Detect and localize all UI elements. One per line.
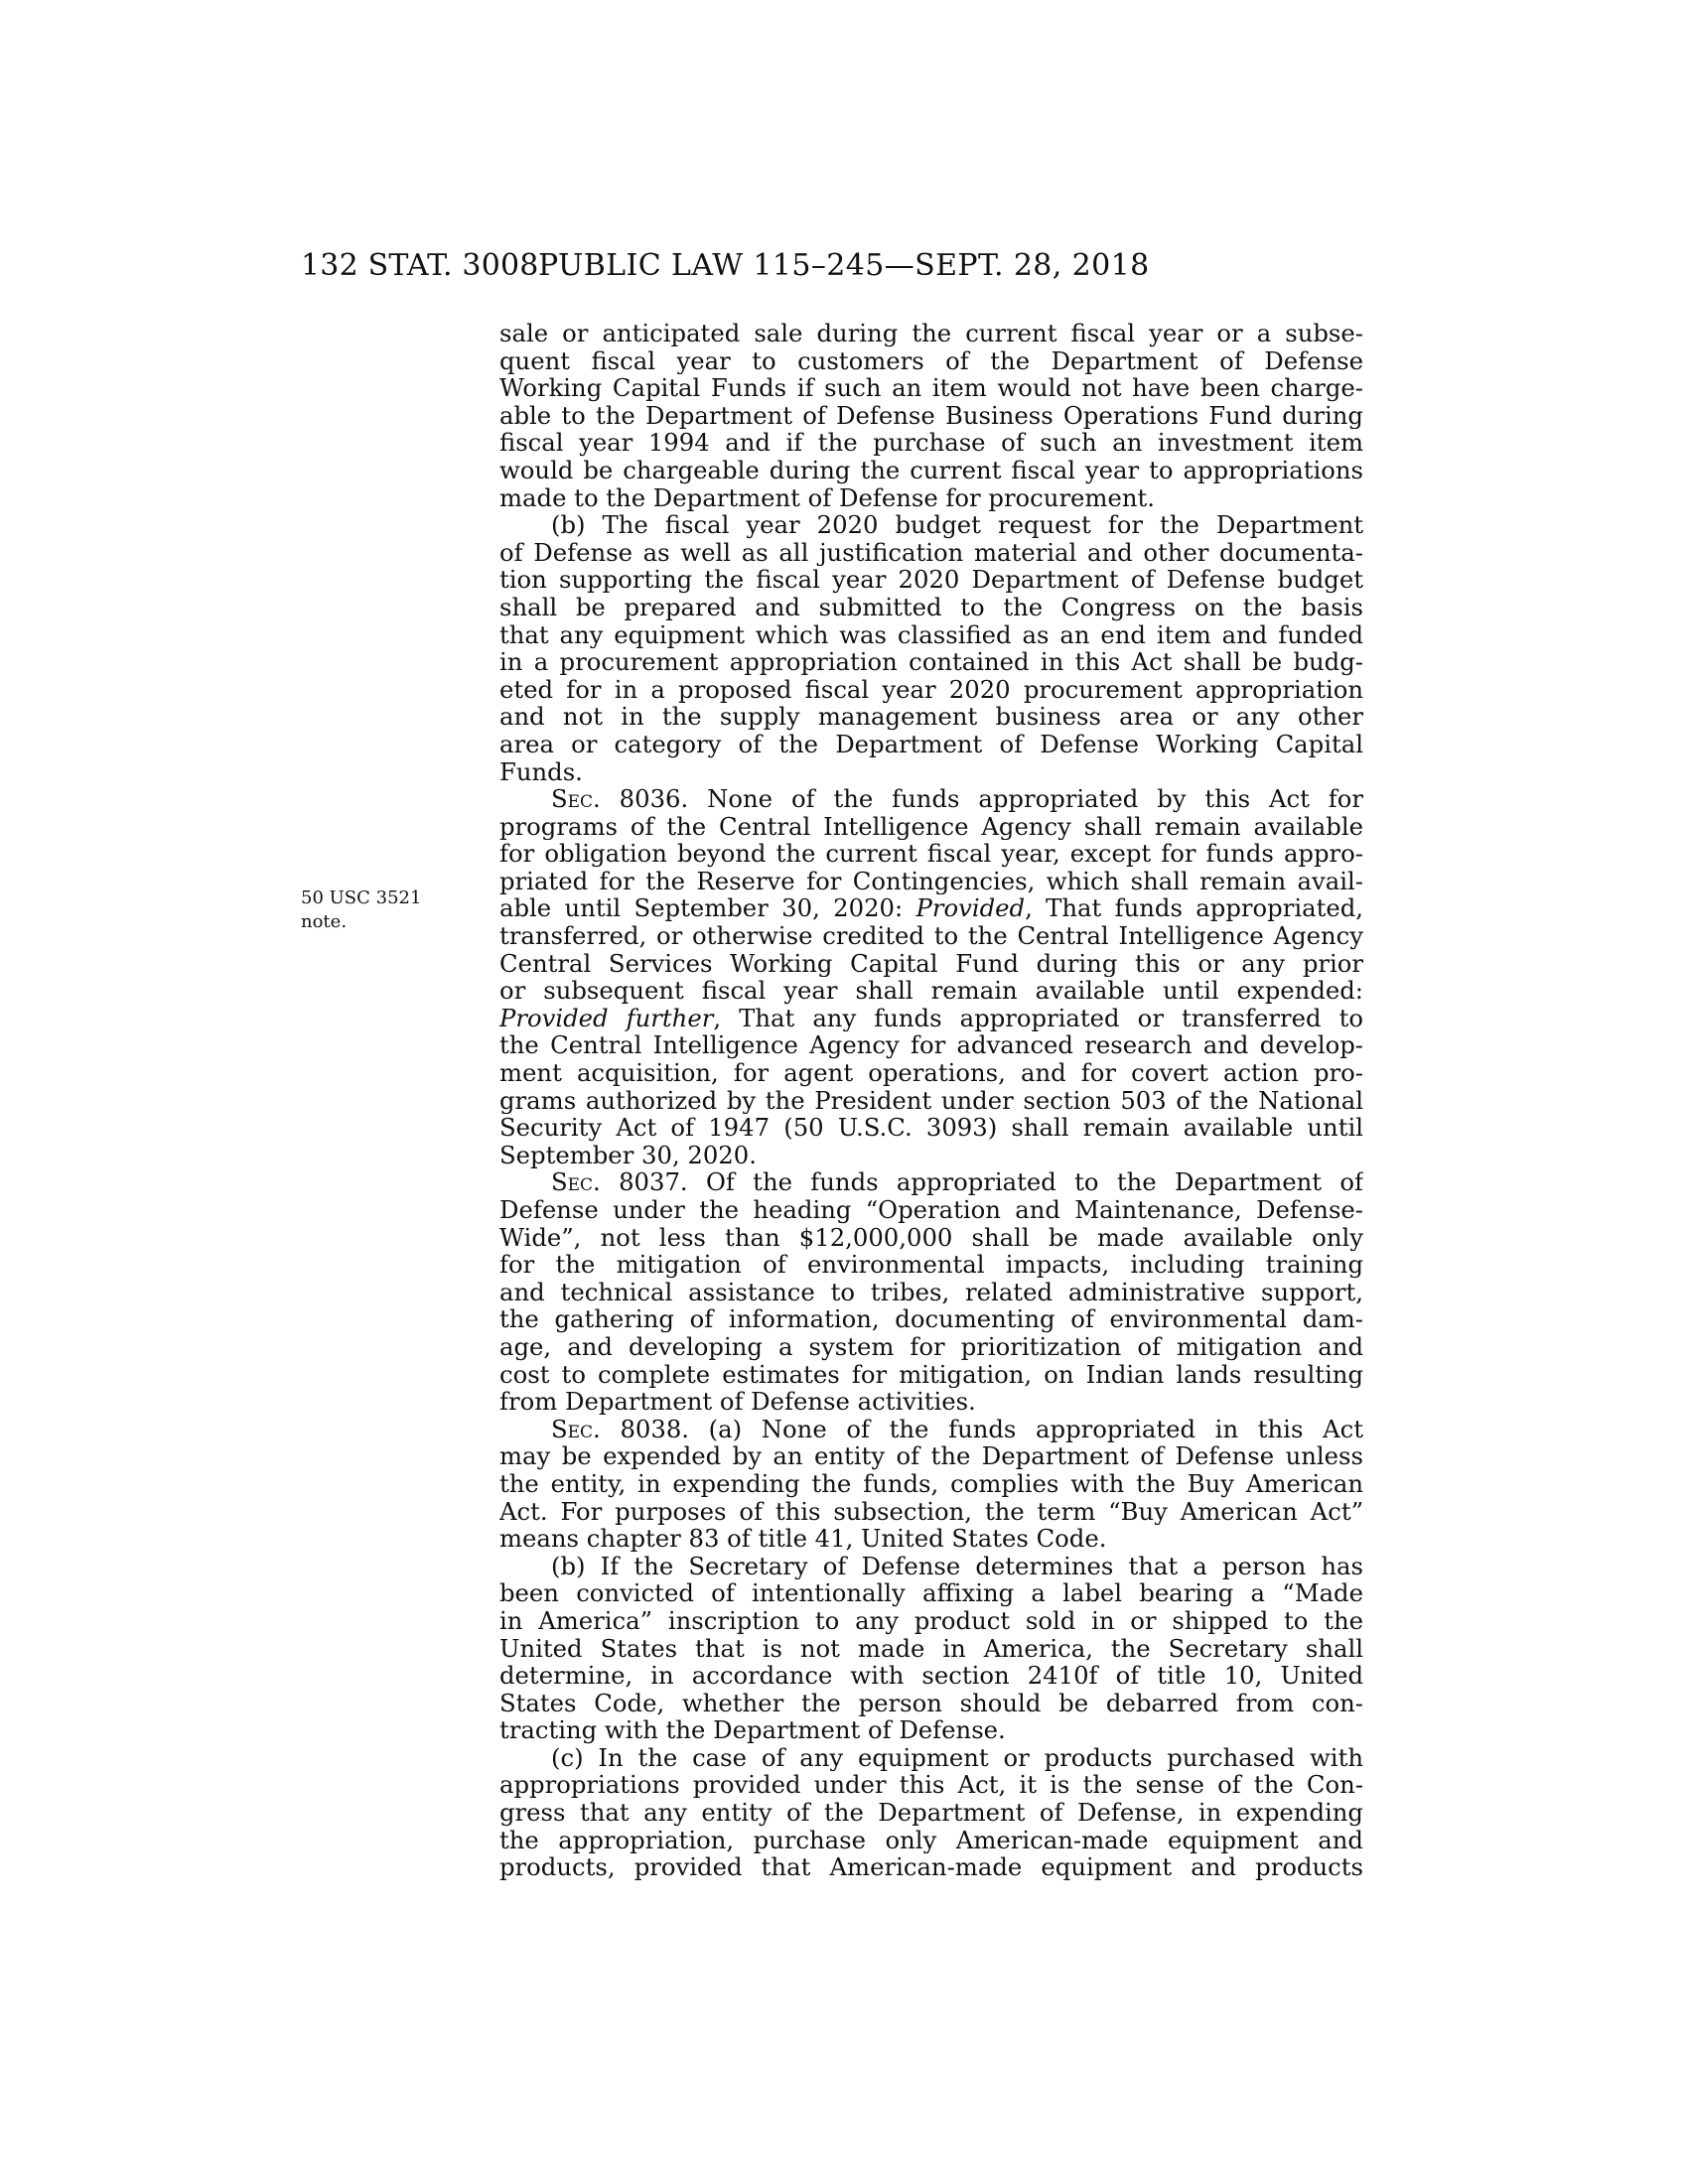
public-law-title: PUBLIC LAW 115–245—SEPT. 28, 2018 [538, 248, 1150, 283]
text-line: the gathering of information, documenting of environmental dam- [499, 1305, 1363, 1333]
text-line: products, provided that American-made equipment and products [499, 1853, 1363, 1881]
text-line: cost to complete estimates for mitigation, on Indian lands resulting [499, 1360, 1363, 1389]
body-text [499, 320, 1363, 1881]
text-line: Security Act of 1947 (50 U.S.C. 3093) shall remain available until [499, 1114, 1363, 1142]
section-number: Sec. 8036. [551, 785, 689, 813]
text-line: States Code, whether the person should be debarred from con- [499, 1689, 1363, 1717]
text-line: that any equipment which was classified as an end item and funded [499, 620, 1363, 649]
section-number: Sec. 8038. [551, 1415, 690, 1443]
text-line: programs of the Central Intelligence Agency shall remain available [499, 812, 1363, 841]
text-line: (b) If the Secretary of Defense determines that a person has [551, 1552, 1363, 1580]
text-line: Wide”, not less than $12,000,000 shall be made available only [499, 1223, 1363, 1252]
text-line: Defense under the heading “Operation and Maintenance, Defense- [499, 1196, 1363, 1224]
section-8038-first-line [499, 1416, 1363, 1443]
text-line: may be expended by an entity of the Department of Defense unless [499, 1442, 1363, 1470]
proviso-italic: Provided further [499, 1004, 714, 1032]
proviso-italic: Provided [915, 894, 1026, 923]
margin-note-label: note. [301, 911, 348, 932]
text-line: been convicted of intentionally affixing a label bearing a “Made [499, 1579, 1363, 1607]
running-header [0, 248, 1688, 288]
text-line: quent fiscal year to customers of the Department of Defense [499, 346, 1363, 375]
section-number: Sec. 8037. [551, 1168, 688, 1196]
text-line: shall be prepared and submitted to the Congress on the basis [499, 593, 1363, 621]
text-run: None of the funds appropriated by this Act for [688, 785, 1363, 813]
text-run: (a) None of the funds appropriated in this Act [689, 1415, 1363, 1443]
text-line: fiscal year 1994 and if the purchase of such an investment item [499, 429, 1363, 457]
text-line: would be chargeable during the current fiscal year to appropriations [499, 456, 1363, 484]
margin-note [301, 887, 460, 934]
text-line: for obligation beyond the current fiscal year, except for funds appro- [499, 840, 1363, 868]
text-line: able to the Department of Defense Business Operations Fund during [499, 401, 1363, 430]
text-line: transferred, or otherwise credited to the Central Intelligence Agency [499, 922, 1363, 950]
text-line: area or category of the Department of Defense Working Capital [499, 730, 1363, 758]
text-line: grams authorized by the President under section 503 of the National [499, 1086, 1363, 1115]
text-line: in a procurement appropriation contained in this Act shall be budg- [499, 648, 1363, 676]
text-run: Of the funds appropriated to the Department of [687, 1168, 1363, 1196]
text-line: the entity, in expending the funds, complies with the Buy American [499, 1469, 1363, 1498]
section-8037-first-line [499, 1168, 1363, 1196]
text-line: gress that any entity of the Department of Defense, in expending [499, 1799, 1363, 1827]
text-run: , That funds appropriated, [1025, 894, 1363, 923]
text-line: (b) The fiscal year 2020 budget request for the Department [551, 511, 1363, 539]
text-line: in America” inscription to any product sold in or shipped to the [499, 1606, 1363, 1635]
text-line: from Department of Defense activities. [499, 1388, 976, 1416]
text-run: , That any funds appropriated or transferred to [713, 1004, 1363, 1032]
text-line: September 30, 2020. [499, 1141, 757, 1169]
text-line: for the mitigation of environmental impacts, including training [499, 1251, 1363, 1279]
text-line: tion supporting the fiscal year 2020 Department of Defense budget [499, 566, 1363, 594]
text-line: or subsequent fiscal year shall remain available until expended: [499, 977, 1363, 1005]
text-line: eted for in a proposed fiscal year 2020 procurement appropriation [499, 675, 1363, 704]
text-line: ment acquisition, for agent operations, and for covert action pro- [499, 1059, 1363, 1087]
text-line: (c) In the case of any equipment or products purchased with [551, 1743, 1363, 1772]
text-line: Central Services Working Capital Fund during this or any prior [499, 949, 1363, 978]
section-8036-first-line [499, 785, 1363, 813]
text-line: United States that is not made in America, the Secretary shall [499, 1634, 1363, 1663]
text-line: made to the Department of Defense for procurement. [499, 483, 1155, 512]
margin-note-citation: 50 USC 3521 [301, 887, 422, 908]
text-line: age, and developing a system for prioritization of mitigation and [499, 1332, 1363, 1361]
text-line: of Defense as well as all justification material and other documenta- [499, 538, 1363, 567]
text-line: Funds. [499, 757, 583, 786]
text-line-mixed [499, 894, 1363, 922]
text-line: appropriations provided under this Act, it is the sense of the Con- [499, 1771, 1363, 1800]
text-line: tracting with the Department of Defense. [499, 1716, 1006, 1744]
text-line: means chapter 83 of title 41, United States Code. [499, 1525, 1107, 1553]
text-line: sale or anticipated sale during the current fiscal year or a subse- [499, 320, 1363, 347]
text-line: Working Capital Funds if such an item would not have been charge- [499, 374, 1363, 402]
text-line: the Central Intelligence Agency for advanced research and develop- [499, 1031, 1363, 1060]
text-line: and technical assistance to tribes, related administrative support, [499, 1278, 1363, 1306]
text-line-mixed [499, 1005, 1363, 1032]
text-line: determine, in accordance with section 2410f of title 10, United [499, 1662, 1363, 1690]
text-line: Act. For purposes of this subsection, the term “Buy American Act” [499, 1497, 1363, 1526]
text-line: and not in the supply management business area or any other [499, 703, 1363, 731]
text-line: priated for the Reserve for Contingencies, which shall remain avail- [499, 867, 1363, 895]
text-run: able until September 30, 2020: [499, 894, 916, 923]
statute-page-number: 132 STAT. 3008 [301, 248, 539, 283]
text-line: the appropriation, purchase only American-made equipment and [499, 1826, 1363, 1854]
